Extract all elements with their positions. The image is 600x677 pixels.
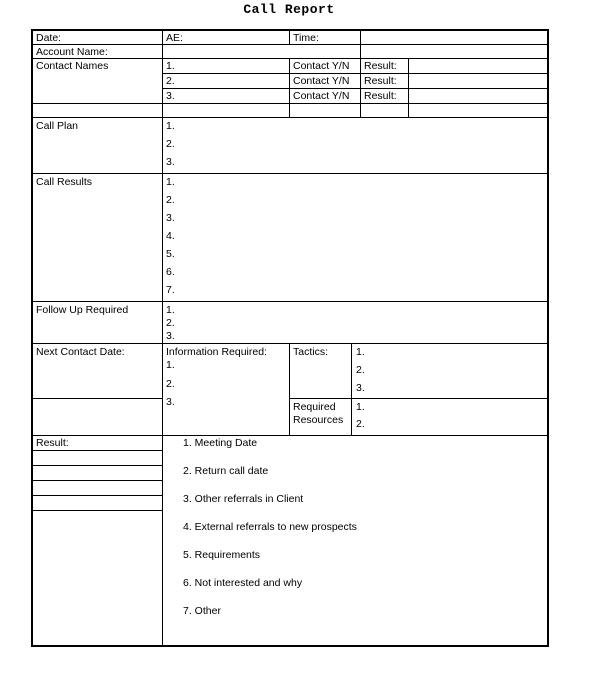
column-divider [360, 31, 361, 117]
call-report-form [31, 29, 549, 647]
contact-yn-label: Contact Y/N [293, 75, 350, 87]
section-divider [33, 173, 547, 174]
result-label: Result: [364, 90, 397, 102]
list-item: 1. [356, 346, 365, 358]
list-item: 1. [166, 359, 175, 371]
list-item: 1. [166, 120, 175, 132]
list-item: 4. [166, 230, 175, 242]
list-item: 3. [356, 382, 365, 394]
contact-names-label: Contact Names [36, 60, 109, 72]
column-divider [351, 343, 352, 435]
list-item: 2. [166, 317, 175, 329]
list-item: 1. [356, 401, 365, 413]
list-item: 5. [166, 248, 175, 260]
required-resources-label: Required [293, 401, 336, 413]
row-divider [33, 398, 162, 399]
list-item: 2. [166, 378, 175, 390]
ae-label: AE: [166, 32, 183, 44]
contact-number: 3. [166, 90, 175, 102]
result-option: 2. Return call date [183, 465, 269, 477]
list-item: 1. [166, 176, 175, 188]
column-divider [289, 58, 290, 117]
list-item: 6. [166, 266, 175, 278]
call-results-label: Call Results [36, 176, 93, 188]
row-divider [33, 103, 547, 104]
follow-up-label: Follow Up Required [36, 304, 129, 316]
date-label: Date: [36, 32, 62, 44]
list-item: 3. [166, 156, 175, 168]
list-item: 3. [166, 212, 175, 224]
result-line [33, 495, 162, 496]
result-option: 1. Meeting Date [183, 437, 258, 449]
list-item: 2. [166, 138, 175, 150]
account-name-label: Account Name: [36, 46, 108, 58]
row-divider [289, 398, 547, 399]
section-divider [33, 301, 547, 302]
result-line [33, 510, 162, 511]
contact-number: 1. [166, 60, 175, 72]
result-line [33, 480, 162, 481]
column-divider [162, 31, 163, 645]
row-divider [33, 117, 547, 118]
list-item: 7. [166, 284, 175, 296]
column-divider [289, 31, 290, 44]
row-divider [33, 44, 547, 45]
column-divider [289, 343, 290, 435]
contact-number: 2. [166, 75, 175, 87]
time-label: Time: [293, 32, 319, 44]
tactics-label: Tactics: [293, 346, 329, 358]
required-resources-label: Resources [293, 414, 344, 426]
list-item: 2. [356, 364, 365, 376]
next-contact-date-label: Next Contact Date: [36, 346, 125, 358]
result-option: 6. Not interested and why [183, 577, 303, 589]
result-option: 5. Requirements [183, 549, 261, 561]
result-label: Result: [364, 60, 397, 72]
column-divider [408, 58, 409, 117]
section-divider [33, 343, 547, 344]
result-option: 7. Other [183, 605, 221, 617]
page-title: Call Report [243, 2, 335, 17]
list-item: 1. [166, 304, 175, 316]
result-option: 3. Other referrals in Client [183, 493, 304, 505]
contact-yn-label: Contact Y/N [293, 90, 350, 102]
information-required-label: Information Required: [166, 346, 267, 358]
call-plan-label: Call Plan [36, 120, 79, 132]
list-item: 3. [166, 396, 175, 408]
section-divider [33, 435, 547, 436]
result-line [33, 465, 162, 466]
result-line [33, 450, 162, 451]
result-option: 4. External referrals to new prospects [183, 521, 357, 533]
list-item: 2. [356, 418, 365, 430]
row-divider [162, 73, 547, 74]
list-item: 2. [166, 194, 175, 206]
row-divider [33, 58, 547, 59]
result-section-label: Result: [36, 437, 69, 449]
row-divider [162, 88, 547, 89]
result-label: Result: [364, 75, 397, 87]
contact-yn-label: Contact Y/N [293, 60, 350, 72]
list-item: 3. [166, 330, 175, 342]
